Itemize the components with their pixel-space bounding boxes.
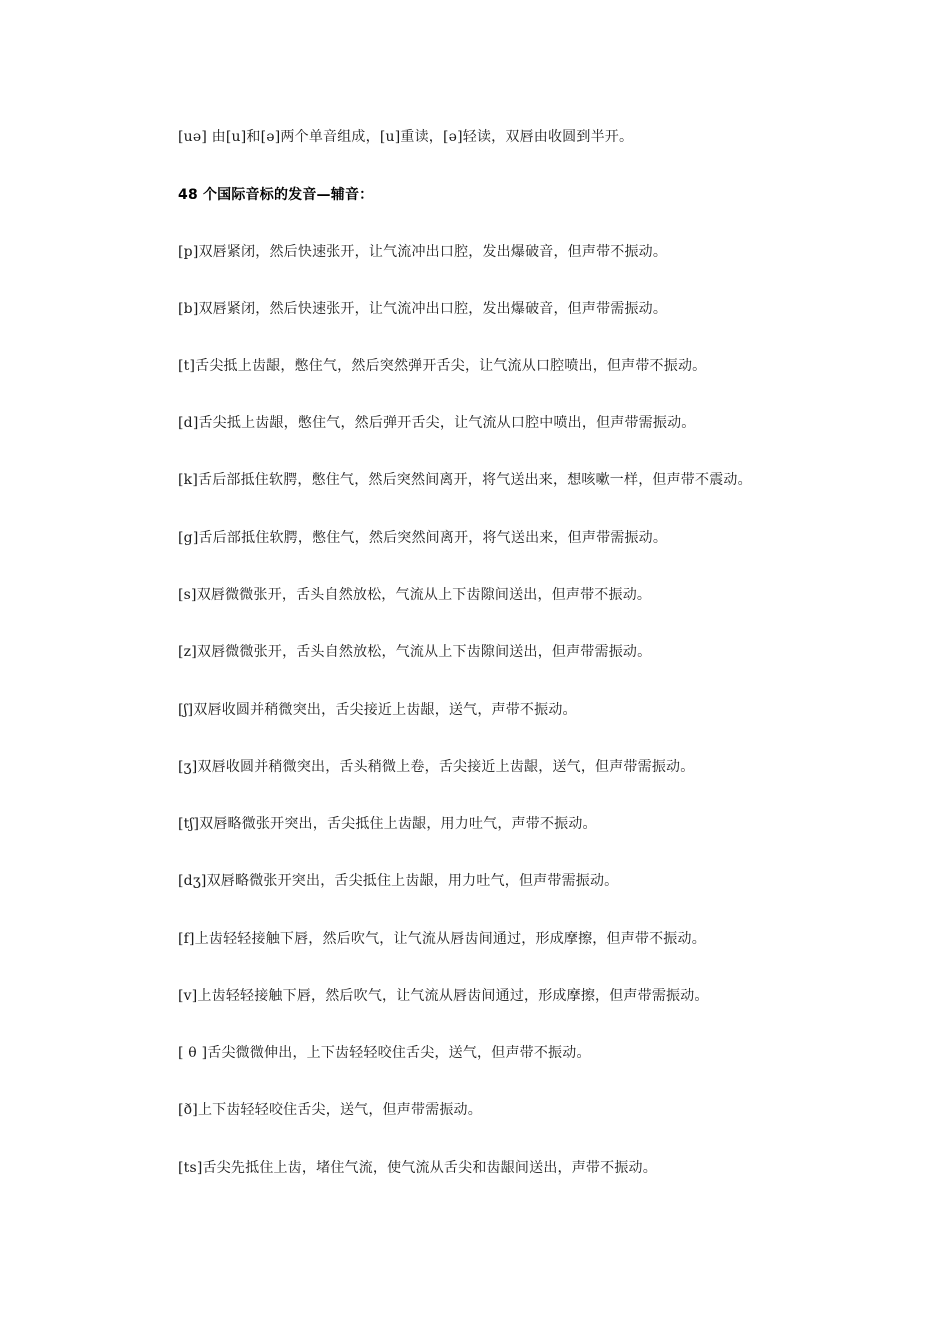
consonant-s: [s]双唇微微张开，舌头自然放松，气流从上下齿隙间送出，但声带不振动。: [178, 587, 652, 603]
intro-line: [uə] 由[u]和[ə]两个单音组成，[u]重读，[ə]轻读，双唇由收圆到半开。: [178, 129, 634, 145]
consonant-z: [z]双唇微微张开，舌头自然放松，气流从上下齿隙间送出，但声带需振动。: [178, 644, 652, 660]
consonant-f: [f]上齿轻轻接触下唇，然后吹气，让气流从唇齿间通过，形成摩擦，但声带不振动。: [178, 931, 706, 947]
consonant-zh: [ʒ]双唇收圆并稍微突出，舌头稍微上卷，舌尖接近上齿龈，送气，但声带需振动。: [178, 759, 695, 775]
consonant-d: [d]舌尖抵上齿龈，憋住气，然后弹开舌尖，让气流从口腔中喷出，但声带需振动。: [178, 415, 696, 431]
consonant-k: [k]舌后部抵住软腭，憋住气，然后突然间离开，将气送出来，想咳嗽一样，但声带不震动。: [178, 472, 752, 488]
consonant-theta: [ θ ]舌尖微微伸出，上下齿轻轻咬住舌尖，送气，但声带不振动。: [178, 1045, 591, 1061]
consonant-dzh: [dʒ]双唇略微张开突出，舌尖抵住上齿龈，用力吐气，但声带需振动。: [178, 873, 619, 889]
consonant-b: [b]双唇紧闭，然后快速张开，让气流冲出口腔，发出爆破音，但声带需振动。: [178, 301, 668, 317]
consonant-eth: [ð]上下齿轻轻咬住舌尖，送气，但声带需振动。: [178, 1102, 482, 1118]
consonant-v: [v]上齿轻轻接触下唇，然后吹气，让气流从唇齿间通过，形成摩擦，但声带需振动。: [178, 988, 709, 1004]
consonant-ch: [tʃ]双唇略微张开突出，舌尖抵住上齿龈，用力吐气，声带不振动。: [178, 816, 597, 832]
consonant-ts: [ts]舌尖先抵住上齿，堵住气流，使气流从舌尖和齿龈间送出，声带不振动。: [178, 1160, 657, 1176]
consonant-sh: [ʃ]双唇收圆并稍微突出，舌尖接近上齿龈，送气，声带不振动。: [178, 702, 577, 718]
consonant-p: [p]双唇紧闭，然后快速张开，让气流冲出口腔，发出爆破音，但声带不振动。: [178, 244, 668, 260]
consonant-t: [t]舌尖抵上齿龈，憋住气，然后突然弹开舌尖，让气流从口腔喷出，但声带不振动。: [178, 358, 707, 374]
consonant-g: [g]舌后部抵住软腭，憋住气，然后突然间离开，将气送出来，但声带需振动。: [178, 530, 668, 546]
section-heading: 48 个国际音标的发音—辅音：: [178, 187, 374, 203]
